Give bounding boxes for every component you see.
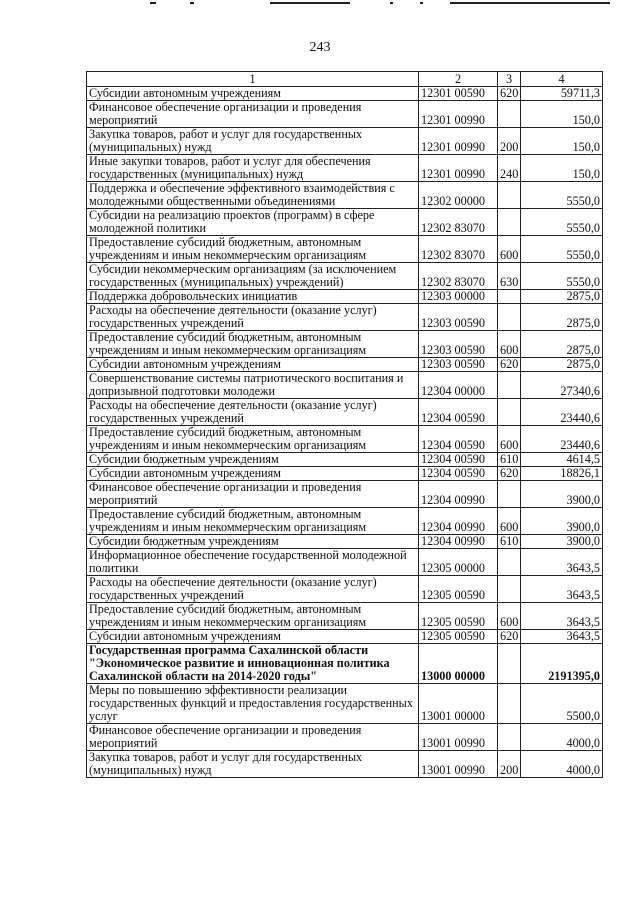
row-code-cell: 12301 00990 — [419, 155, 498, 182]
table-row — [87, 630, 603, 644]
table-row — [87, 358, 603, 372]
row-amount-cell: 5550,0 — [521, 182, 603, 209]
table-row — [87, 236, 603, 263]
row-kvr-cell — [498, 101, 521, 128]
row-amount-cell: 27340,6 — [521, 372, 603, 399]
row-amount-cell: 23440,6 — [521, 426, 603, 453]
table-header-row — [87, 72, 603, 87]
row-name-cell: Субсидии на реализацию проектов (программ) в сфере молодежной политики — [87, 209, 419, 236]
table-row — [87, 331, 603, 358]
row-amount-cell: 150,0 — [521, 128, 603, 155]
row-code-cell: 13001 00990 — [419, 751, 498, 778]
row-kvr-cell: 620 — [498, 467, 521, 481]
row-name-cell: Поддержка и обеспечение эффективного взаимодействия с молодежными общественными объединениями — [87, 182, 419, 209]
table-row — [87, 128, 603, 155]
header-col-1: 1 — [87, 72, 419, 87]
table-row — [87, 751, 603, 778]
page-number: 243 — [309, 40, 331, 55]
table-row — [87, 101, 603, 128]
row-amount-cell: 2875,0 — [521, 331, 603, 358]
row-code-cell: 12304 00590 — [419, 453, 498, 467]
row-name-cell: Финансовое обеспечение организации и проведения мероприятий — [87, 101, 419, 128]
row-kvr-cell: 240 — [498, 155, 521, 182]
row-code-cell: 12301 00590 — [419, 87, 498, 101]
row-amount-cell: 3643,5 — [521, 603, 603, 630]
row-name-cell: Финансовое обеспечение организации и проведения мероприятий — [87, 724, 419, 751]
row-name-cell: Предоставление субсидий бюджетным, автономным учреждениям и иным некоммерческим организациям — [87, 331, 419, 358]
table-row — [87, 182, 603, 209]
row-kvr-cell — [498, 372, 521, 399]
row-name-cell: Субсидии автономным учреждениям — [87, 467, 419, 481]
row-name-cell: Закупка товаров, работ и услуг для государственных (муниципальных) нужд — [87, 751, 419, 778]
row-code-cell: 12302 00000 — [419, 182, 498, 209]
row-amount-cell: 3643,5 — [521, 576, 603, 603]
row-kvr-cell: 610 — [498, 453, 521, 467]
row-code-cell: 12302 83070 — [419, 236, 498, 263]
row-name-cell: Субсидии некоммерческим организациям (за исключением государственных (муниципальных) учреждений) — [87, 263, 419, 290]
row-code-cell: 12304 00000 — [419, 372, 498, 399]
row-code-cell: 12302 83070 — [419, 263, 498, 290]
table-row — [87, 724, 603, 751]
row-name-cell: Расходы на обеспечение деятельности (оказание услуг) государственных учреждений — [87, 576, 419, 603]
row-name-cell: Предоставление субсидий бюджетным, автономным учреждениям и иным некоммерческим организациям — [87, 603, 419, 630]
row-code-cell: 12304 00990 — [419, 535, 498, 549]
table-row — [87, 481, 603, 508]
row-amount-cell: 2875,0 — [521, 290, 603, 304]
row-amount-cell: 2191395,0 — [521, 644, 603, 684]
row-name-cell: Предоставление субсидий бюджетным, автономным учреждениям и иным некоммерческим организациям — [87, 508, 419, 535]
row-amount-cell: 4000,0 — [521, 724, 603, 751]
row-amount-cell: 59711,3 — [521, 87, 603, 101]
row-code-cell: 12305 00590 — [419, 603, 498, 630]
header-col-2: 2 — [419, 72, 498, 87]
row-name-cell: Финансовое обеспечение организации и проведения мероприятий — [87, 481, 419, 508]
row-name-cell: Совершенствование системы патриотического воспитания и допризывной подготовки молодежи — [87, 372, 419, 399]
table-row — [87, 304, 603, 331]
row-amount-cell: 3643,5 — [521, 549, 603, 576]
row-kvr-cell — [498, 290, 521, 304]
row-kvr-cell: 600 — [498, 331, 521, 358]
table-row — [87, 263, 603, 290]
row-kvr-cell — [498, 684, 521, 724]
row-name-cell: Поддержка добровольческих инициатив — [87, 290, 419, 304]
row-kvr-cell: 600 — [498, 236, 521, 263]
row-kvr-cell — [498, 209, 521, 236]
table-row — [87, 467, 603, 481]
row-name-cell: Субсидии автономным учреждениям — [87, 630, 419, 644]
table-row — [87, 426, 603, 453]
row-code-cell: 12305 00590 — [419, 630, 498, 644]
row-code-cell: 13001 00000 — [419, 684, 498, 724]
row-kvr-cell: 620 — [498, 358, 521, 372]
table-row — [87, 549, 603, 576]
row-kvr-cell — [498, 481, 521, 508]
row-code-cell: 12303 00590 — [419, 358, 498, 372]
table-row — [87, 535, 603, 549]
table-row — [87, 508, 603, 535]
row-amount-cell: 5550,0 — [521, 209, 603, 236]
row-name-cell: Закупка товаров, работ и услуг для государственных (муниципальных) нужд — [87, 128, 419, 155]
table-row — [87, 399, 603, 426]
row-amount-cell: 5550,0 — [521, 236, 603, 263]
row-name-cell: Расходы на обеспечение деятельности (оказание услуг) государственных учреждений — [87, 399, 419, 426]
row-amount-cell: 4000,0 — [521, 751, 603, 778]
row-code-cell: 12302 83070 — [419, 209, 498, 236]
table-row — [87, 644, 603, 684]
row-kvr-cell — [498, 399, 521, 426]
row-kvr-cell — [498, 549, 521, 576]
row-name-cell: Субсидии бюджетным учреждениям — [87, 535, 419, 549]
table-body — [87, 87, 603, 778]
scan-top-marks — [150, 2, 610, 8]
row-amount-cell: 5500,0 — [521, 684, 603, 724]
row-amount-cell: 3900,0 — [521, 508, 603, 535]
row-amount-cell: 3900,0 — [521, 535, 603, 549]
row-name-cell: Предоставление субсидий бюджетным, автономным учреждениям и иным некоммерческим организациям — [87, 426, 419, 453]
row-code-cell: 12303 00000 — [419, 290, 498, 304]
row-amount-cell: 3643,5 — [521, 630, 603, 644]
row-code-cell: 12304 00990 — [419, 481, 498, 508]
row-code-cell: 12305 00000 — [419, 549, 498, 576]
row-amount-cell: 150,0 — [521, 155, 603, 182]
table-row — [87, 453, 603, 467]
row-kvr-cell — [498, 182, 521, 209]
row-name-cell: Меры по повышению эффективности реализации государственных функций и предоставления государственных услуг — [87, 684, 419, 724]
row-kvr-cell — [498, 304, 521, 331]
row-code-cell: 12304 00590 — [419, 467, 498, 481]
row-kvr-cell — [498, 644, 521, 684]
row-code-cell: 12301 00990 — [419, 128, 498, 155]
row-name-cell: Иные закупки товаров, работ и услуг для обеспечения государственных (муниципальных) нужд — [87, 155, 419, 182]
table-row — [87, 372, 603, 399]
row-kvr-cell: 600 — [498, 603, 521, 630]
row-amount-cell: 18826,1 — [521, 467, 603, 481]
row-kvr-cell — [498, 576, 521, 603]
row-kvr-cell: 620 — [498, 630, 521, 644]
row-name-cell: Субсидии автономным учреждениям — [87, 87, 419, 101]
row-amount-cell: 4614,5 — [521, 453, 603, 467]
row-name-cell: Предоставление субсидий бюджетным, автономным учреждениям и иным некоммерческим организациям — [87, 236, 419, 263]
row-code-cell: 13001 00990 — [419, 724, 498, 751]
row-kvr-cell: 200 — [498, 128, 521, 155]
row-kvr-cell: 600 — [498, 508, 521, 535]
row-code-cell: 12304 00590 — [419, 399, 498, 426]
row-amount-cell: 2875,0 — [521, 358, 603, 372]
row-amount-cell: 5550,0 — [521, 263, 603, 290]
row-kvr-cell: 630 — [498, 263, 521, 290]
header-col-4: 4 — [521, 72, 603, 87]
row-amount-cell: 3900,0 — [521, 481, 603, 508]
row-kvr-cell: 620 — [498, 87, 521, 101]
row-name-cell: Государственная программа Сахалинской области "Экономическое развитие и инновационная политика Сахалинской области на 2014-2020 годы" — [87, 644, 419, 684]
row-name-cell: Субсидии бюджетным учреждениям — [87, 453, 419, 467]
row-name-cell: Субсидии автономным учреждениям — [87, 358, 419, 372]
row-amount-cell: 23440,6 — [521, 399, 603, 426]
row-kvr-cell: 600 — [498, 426, 521, 453]
row-code-cell: 13000 00000 — [419, 644, 498, 684]
row-kvr-cell: 200 — [498, 751, 521, 778]
row-name-cell: Информационное обеспечение государственной молодежной политики — [87, 549, 419, 576]
row-code-cell: 12304 00590 — [419, 426, 498, 453]
row-amount-cell: 150,0 — [521, 101, 603, 128]
row-code-cell: 12304 00990 — [419, 508, 498, 535]
row-code-cell: 12305 00590 — [419, 576, 498, 603]
table-row — [87, 603, 603, 630]
row-amount-cell: 2875,0 — [521, 304, 603, 331]
row-kvr-cell — [498, 724, 521, 751]
table-row — [87, 684, 603, 724]
row-kvr-cell: 610 — [498, 535, 521, 549]
header-col-3: 3 — [498, 72, 521, 87]
table-row — [87, 155, 603, 182]
row-code-cell: 12303 00590 — [419, 331, 498, 358]
row-name-cell: Расходы на обеспечение деятельности (оказание услуг) государственных учреждений — [87, 304, 419, 331]
row-code-cell: 12303 00590 — [419, 304, 498, 331]
row-code-cell: 12301 00990 — [419, 101, 498, 128]
table-row — [87, 209, 603, 236]
table-row — [87, 290, 603, 304]
budget-table — [86, 71, 603, 778]
table-row — [87, 87, 603, 101]
table-row — [87, 576, 603, 603]
